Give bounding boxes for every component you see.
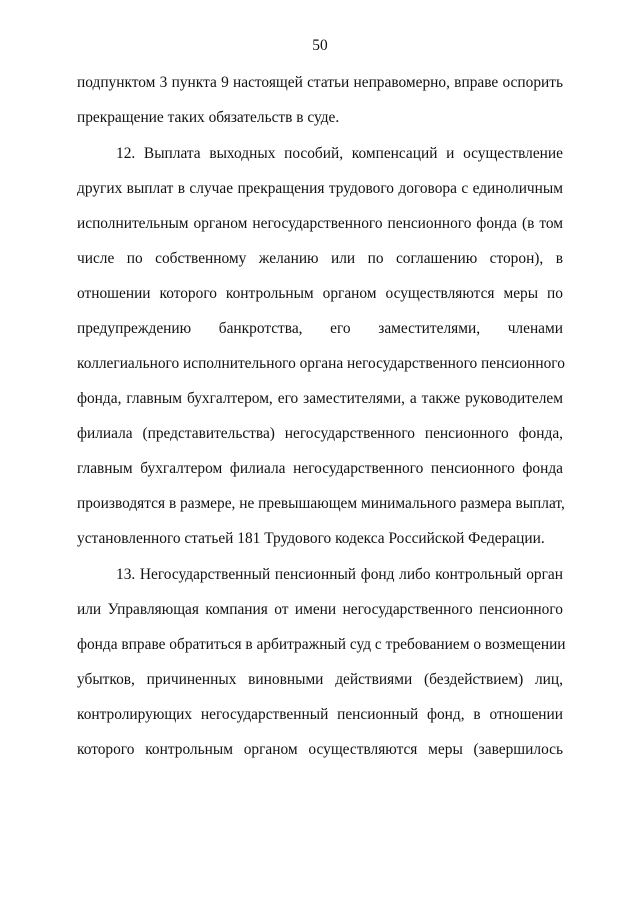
text-line: филиала (представительства) негосударственного пенсионного фонда, (77, 425, 563, 442)
text-line: отношении которого контрольным органом осуществляются меры по (77, 285, 563, 302)
text-line: других выплат в случае прекращения трудового договора с единоличным (77, 180, 563, 197)
text-line: которого контрольным органом осуществляются меры (завершилось (77, 741, 563, 758)
page-number: 50 (312, 37, 328, 54)
text-line: фонда, главным бухгалтером, его заместителями, а также руководителем (77, 390, 563, 407)
text-line: 12. Выплата выходных пособий, компенсаций и осуществление (116, 145, 563, 162)
text-line: прекращение таких обязательств в суде. (77, 109, 340, 126)
text-line: числе по собственному желанию или по соглашению сторон), в (77, 250, 563, 267)
text-line: контролирующих негосударственный пенсионный фонд, в отношении (77, 706, 563, 723)
text-line: исполнительным органом негосударственного пенсионного фонда (в том (77, 215, 563, 232)
text-line: предупреждению банкротства, его заместителями, членами (77, 320, 563, 337)
text-line: 13. Негосударственный пенсионный фонд либо контрольный орган (116, 566, 563, 583)
text-line: фонда вправе обратиться в арбитражный суд с требованием о возмещении (77, 636, 566, 653)
text-line: убытков, причиненных виновными действиями (бездействием) лиц, (77, 671, 563, 688)
text-line: производятся в размере, не превышающем минимального размера выплат, (77, 495, 565, 512)
text-line: или Управляющая компания от имени негосударственного пенсионного (77, 601, 563, 618)
text-line: коллегиального исполнительного органа негосударственного пенсионного (77, 355, 565, 372)
text-line: подпунктом 3 пункта 9 настоящей статьи неправомерно, вправе оспорить (77, 74, 563, 91)
text-line: главным бухгалтером филиала негосударственного пенсионного фонда (77, 460, 563, 477)
text-line: установленного статьей 181 Трудового кодекса Российской Федерации. (77, 530, 545, 547)
